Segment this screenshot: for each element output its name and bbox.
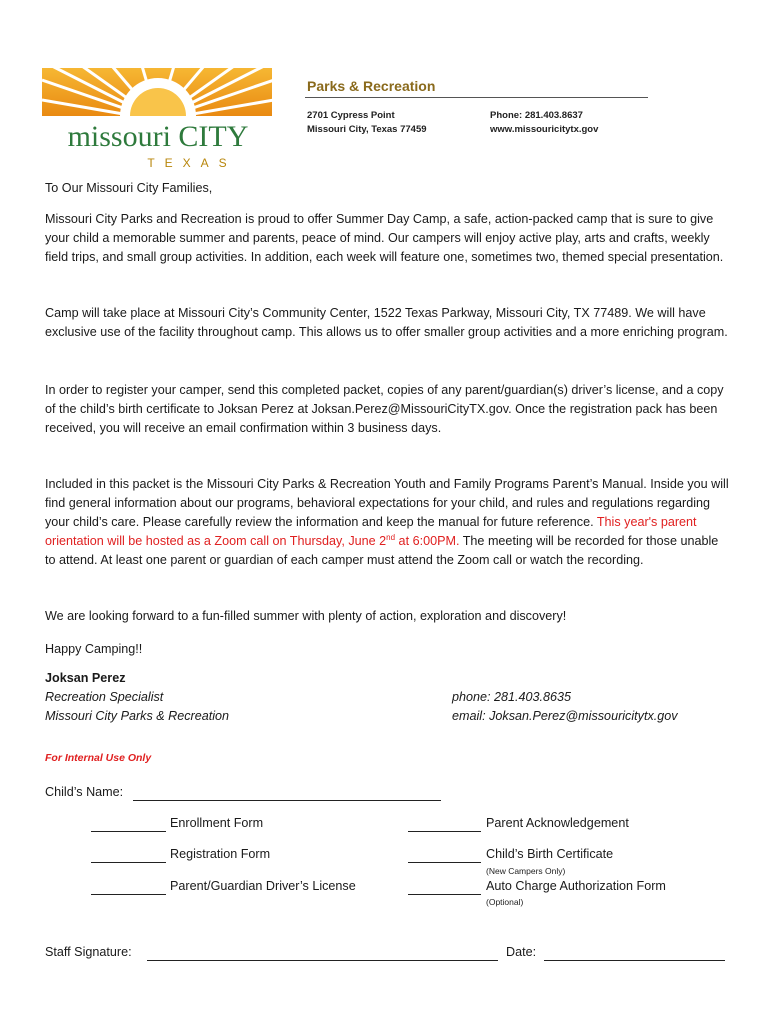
orientation-date-suffix: nd bbox=[386, 532, 396, 542]
signer-phone: phone: 281.403.8635 bbox=[452, 690, 572, 704]
paragraph-manual bbox=[45, 475, 729, 570]
auto-charge-check-line[interactable] bbox=[408, 894, 481, 895]
address-line-1: 2701 Cypress Point bbox=[307, 110, 395, 121]
missouri-city-logo bbox=[42, 66, 274, 170]
date-field[interactable] bbox=[544, 960, 725, 961]
greeting: To Our Missouri City Families, bbox=[45, 181, 213, 195]
orientation-text: This year's parent orientation will be hosted as a Zoom call on Thursday, June 2 bbox=[45, 515, 697, 548]
parent-acknowledgement-check-line[interactable] bbox=[408, 831, 481, 832]
birth-certificate-check-line[interactable] bbox=[408, 862, 481, 863]
paragraph-registration: In order to register your camper, send this completed packet, copies of any parent/guardian(s) driver’s license, and a copy of the child’s birth certificate to Joksan Perez at Joksan.Perez@MissouriCityTX.gov. Once the registration pack has been received, you will receive an email confirmation within 3 business days. bbox=[45, 383, 724, 435]
child-name-label: Child’s Name: bbox=[45, 785, 124, 799]
staff-signature-field[interactable] bbox=[147, 960, 498, 961]
address-line-2: Missouri City, Texas 77459 bbox=[307, 124, 427, 135]
paragraph-intro: Missouri City Parks and Recreation is proud to offer Summer Day Camp, a safe, action-packed camp that is sure to give your child a memorable summer and parents, peace of mind. Our campers will enjoy active play, arts and crafts, weekly field trips, and small group activities. In addition, each week will feature one, sometimes two, themed special presentation. bbox=[45, 212, 724, 264]
enrollment-form-label: Enrollment Form bbox=[170, 816, 264, 830]
signer-department: Missouri City Parks & Recreation bbox=[45, 709, 230, 723]
internal-use-heading: For Internal Use Only bbox=[45, 752, 152, 764]
logo-wordmark: missouri CITY bbox=[67, 120, 249, 153]
signer-email[interactable]: email: Joksan.Perez@missouricitytx.gov bbox=[452, 709, 678, 723]
drivers-license-check-line[interactable] bbox=[91, 894, 166, 895]
signer-title: Recreation Specialist bbox=[45, 690, 164, 704]
drivers-license-label: Parent/Guardian Driver’s License bbox=[170, 879, 356, 893]
manual-text: Included in this packet is the Missouri City Parks & Recreation Youth and Family Programs Parent’s Manual. Inside you will find general information about our programs, behavioral expectations for your child, and rules and regulations regarding your child’s care. Please carefully review the information and keep the manual for future reference. bbox=[45, 477, 729, 529]
enrollment-form-check-line[interactable] bbox=[91, 831, 166, 832]
birth-certificate-label: Child’s Birth Certificate bbox=[486, 847, 614, 861]
orientation-time: at 6:00PM. bbox=[395, 534, 460, 548]
parent-acknowledgement-label: Parent Acknowledgement bbox=[486, 816, 629, 830]
paragraph-location: Camp will take place at Missouri City’s Community Center, 1522 Texas Parkway, Missouri City, TX 77489. We will have exclusive use of the facility throughout camp. This allows us to offer smaller group activities and a more enriching program. bbox=[45, 306, 728, 339]
signer-name: Joksan Perez bbox=[45, 671, 126, 685]
header-phone: Phone: 281.403.8637 bbox=[490, 110, 583, 121]
recording-text: The meeting will be recorded for those unable to attend. At least one parent or guardian of each camper must attend the Zoom call or watch the recording. bbox=[45, 534, 719, 567]
auto-charge-label: Auto Charge Authorization Form bbox=[486, 879, 666, 893]
department-name: Parks & Recreation bbox=[307, 78, 436, 94]
child-name-field[interactable] bbox=[133, 800, 441, 801]
sign-off: Happy Camping!! bbox=[45, 642, 143, 656]
auto-charge-note: (Optional) bbox=[486, 897, 524, 907]
header-divider bbox=[305, 97, 648, 98]
header-website[interactable]: www.missouricitytx.gov bbox=[490, 124, 599, 135]
paragraph-closing: We are looking forward to a fun-filled summer with plenty of action, exploration and discovery! bbox=[45, 609, 567, 623]
staff-signature-label: Staff Signature: bbox=[45, 945, 132, 959]
date-label: Date: bbox=[506, 945, 537, 959]
birth-certificate-note: (New Campers Only) bbox=[486, 866, 566, 876]
logo-state: TEXAS bbox=[147, 156, 237, 170]
registration-form-label: Registration Form bbox=[170, 847, 271, 861]
registration-form-check-line[interactable] bbox=[91, 862, 166, 863]
